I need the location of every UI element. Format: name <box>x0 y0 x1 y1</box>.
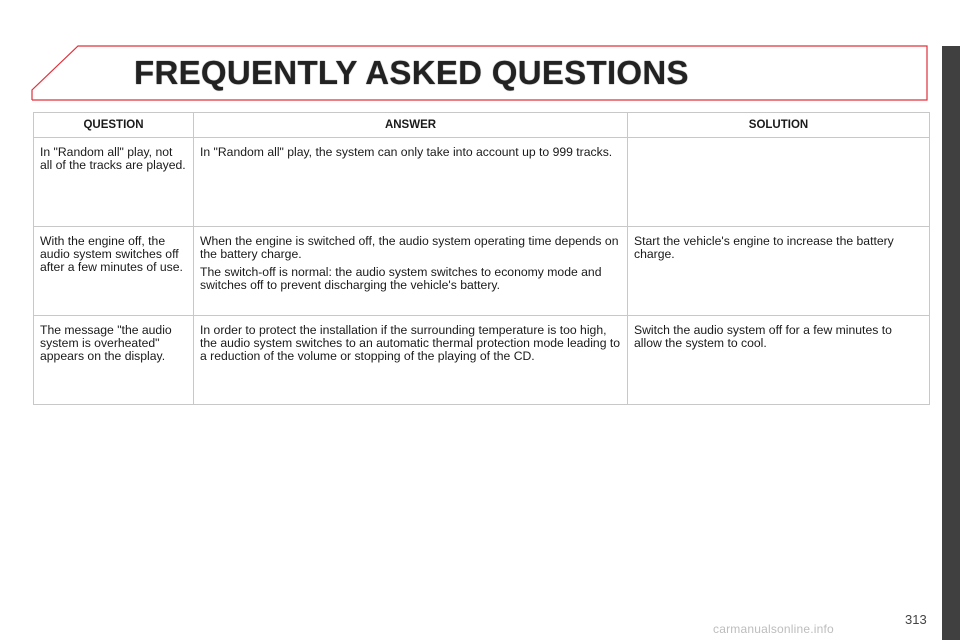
table-row <box>34 227 930 316</box>
column-header-solution: SOLUTION <box>628 113 930 138</box>
solution-cell <box>628 138 930 227</box>
question-text: In "Random all" play, not all of the tracks are played. <box>40 145 186 172</box>
column-header-question: QUESTION <box>34 113 194 138</box>
column-header-answer: ANSWER <box>194 113 628 138</box>
answer-text: The switch-off is normal: the audio system switches to economy mode and switches off to prevent discharging the vehicle's battery. <box>200 265 602 292</box>
table-header-row <box>34 113 930 138</box>
watermark-text: carmanualsonline.info <box>713 622 834 636</box>
page-edge-band <box>942 46 960 640</box>
page-number: 313 <box>905 612 927 627</box>
table-row <box>34 316 930 405</box>
answer-text: In "Random all" play, the system can only take into account up to 999 tracks. <box>200 145 613 159</box>
question-cell <box>34 227 194 316</box>
question-text: The message "the audio system is overheated" appears on the display. <box>40 323 172 363</box>
answer-text: In order to protect the installation if the surrounding temperature is too high, the audio system switches to an automatic thermal protection mode leading to a reduction of the volume or stopping of the playing of the CD. <box>200 323 621 363</box>
question-cell <box>34 138 194 227</box>
answer-text: When the engine is switched off, the audio system operating time depends on the battery charge. <box>200 234 619 261</box>
table-row <box>34 138 930 227</box>
solution-text: Switch the audio system off for a few minutes to allow the system to cool. <box>634 323 892 350</box>
answer-cell <box>194 316 628 405</box>
page-title: FREQUENTLY ASKED QUESTIONS <box>134 54 689 91</box>
answer-cell <box>194 138 628 227</box>
faq-table <box>33 112 930 405</box>
answer-cell <box>194 227 628 316</box>
solution-cell <box>628 316 930 405</box>
solution-text: Start the vehicle's engine to increase the battery charge. <box>634 234 894 261</box>
question-cell <box>34 316 194 405</box>
solution-cell <box>628 227 930 316</box>
question-text: With the engine off, the audio system switches off after a few minutes of use. <box>40 234 183 274</box>
